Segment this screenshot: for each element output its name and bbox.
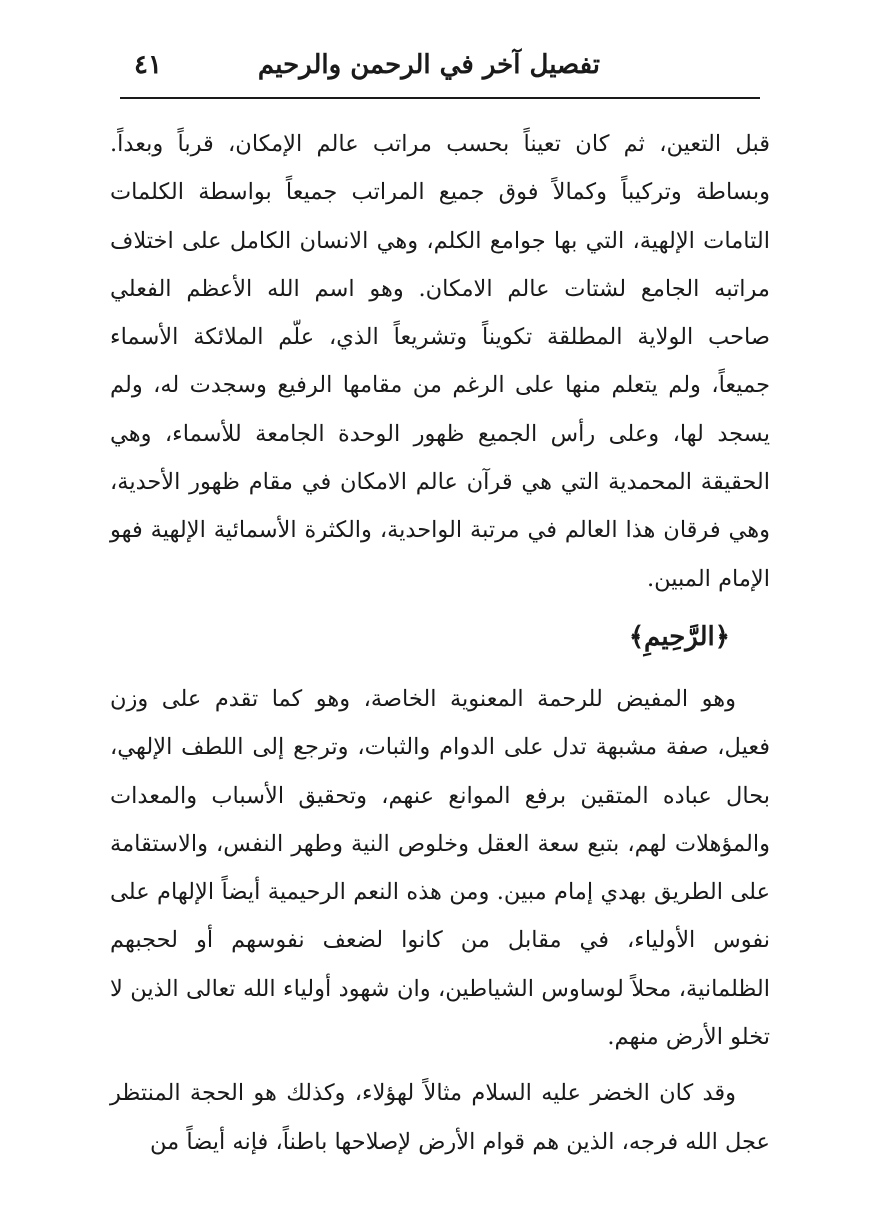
page-header xyxy=(120,48,760,96)
paragraph-2: وهو المفيض للرحمة المعنوية الخاصة، وهو كما تقدم على وزن فعيل، صفة مشبهة تدل على الدوام والثبات، وترجع إلى اللطف الإلهي، بحال عباده المتقين برفع الموانع عنهم، وتحقيق الأسباب والمعدات والمؤهلات لهم، بتبع سعة العقل وخلوص النية وطهر النفس، والاستقامة على الطريق بهدي إمام مبين. ومن هذه النعم الرحيمية أيضاً الإلهام على نفوس الأولياء، في مقابل من كانوا لضعف نفوسهم أو لحجبهم الظلمانية، محلاً لوساوس الشياطين، وان شهود أولياء الله تعالى الذين لا تخلو الأرض منهم. xyxy=(110,685,770,1051)
header-divider xyxy=(120,97,760,99)
page-number: ٤١ xyxy=(134,50,162,80)
paragraph-1: قبل التعين، ثم كان تعيناً بحسب مراتب عالم الإمكان، قرباً وبعداً. وبساطة وتركيباً وكمالاً فوق جميع المراتب جميعاً بواسطة الكلمات التامات الإلهية، التي بها جوامع الكلم، وهي الانسان الكامل على اختلاف مراتبه الجامع لشتات عالم الامكان. وهو اسم الله الأعظم الفعلي صاحب الولاية المطلقة تكويناً وتشريعاً الذي، علّم الملائكة الأسماء جميعاً، ولم يتعلم منها على الرغم من مقامها الرفيع وسجدت له، ولم يسجد لها، وعلى رأس الجميع ظهور الوحدة الجامعة للأسماء، وهي الحقيقة المحمدية التي هي قرآن عالم الامكان في مقام ظهور الأحدية، وهي فرقان هذا العالم في مرتبة الواحدية، والكثرة الأسمائية الإلهية فهو الإمام المبين. xyxy=(110,131,770,592)
body-text xyxy=(110,120,770,1166)
paragraph-3: وقد كان الخضر عليه السلام مثالاً لهؤلاء، وكذلك هو الحجة المنتظر عجل الله فرجه، الذين هم قوام الأرض لإصلاحها باطناً، فإنه أيضاً من xyxy=(110,1080,770,1155)
paragraph-gap xyxy=(110,1061,770,1069)
section-heading: ﴿الرَّحِيمِ﴾ xyxy=(628,621,730,652)
running-title: تفصيل آخر في الرحمن والرحيم xyxy=(257,50,600,80)
